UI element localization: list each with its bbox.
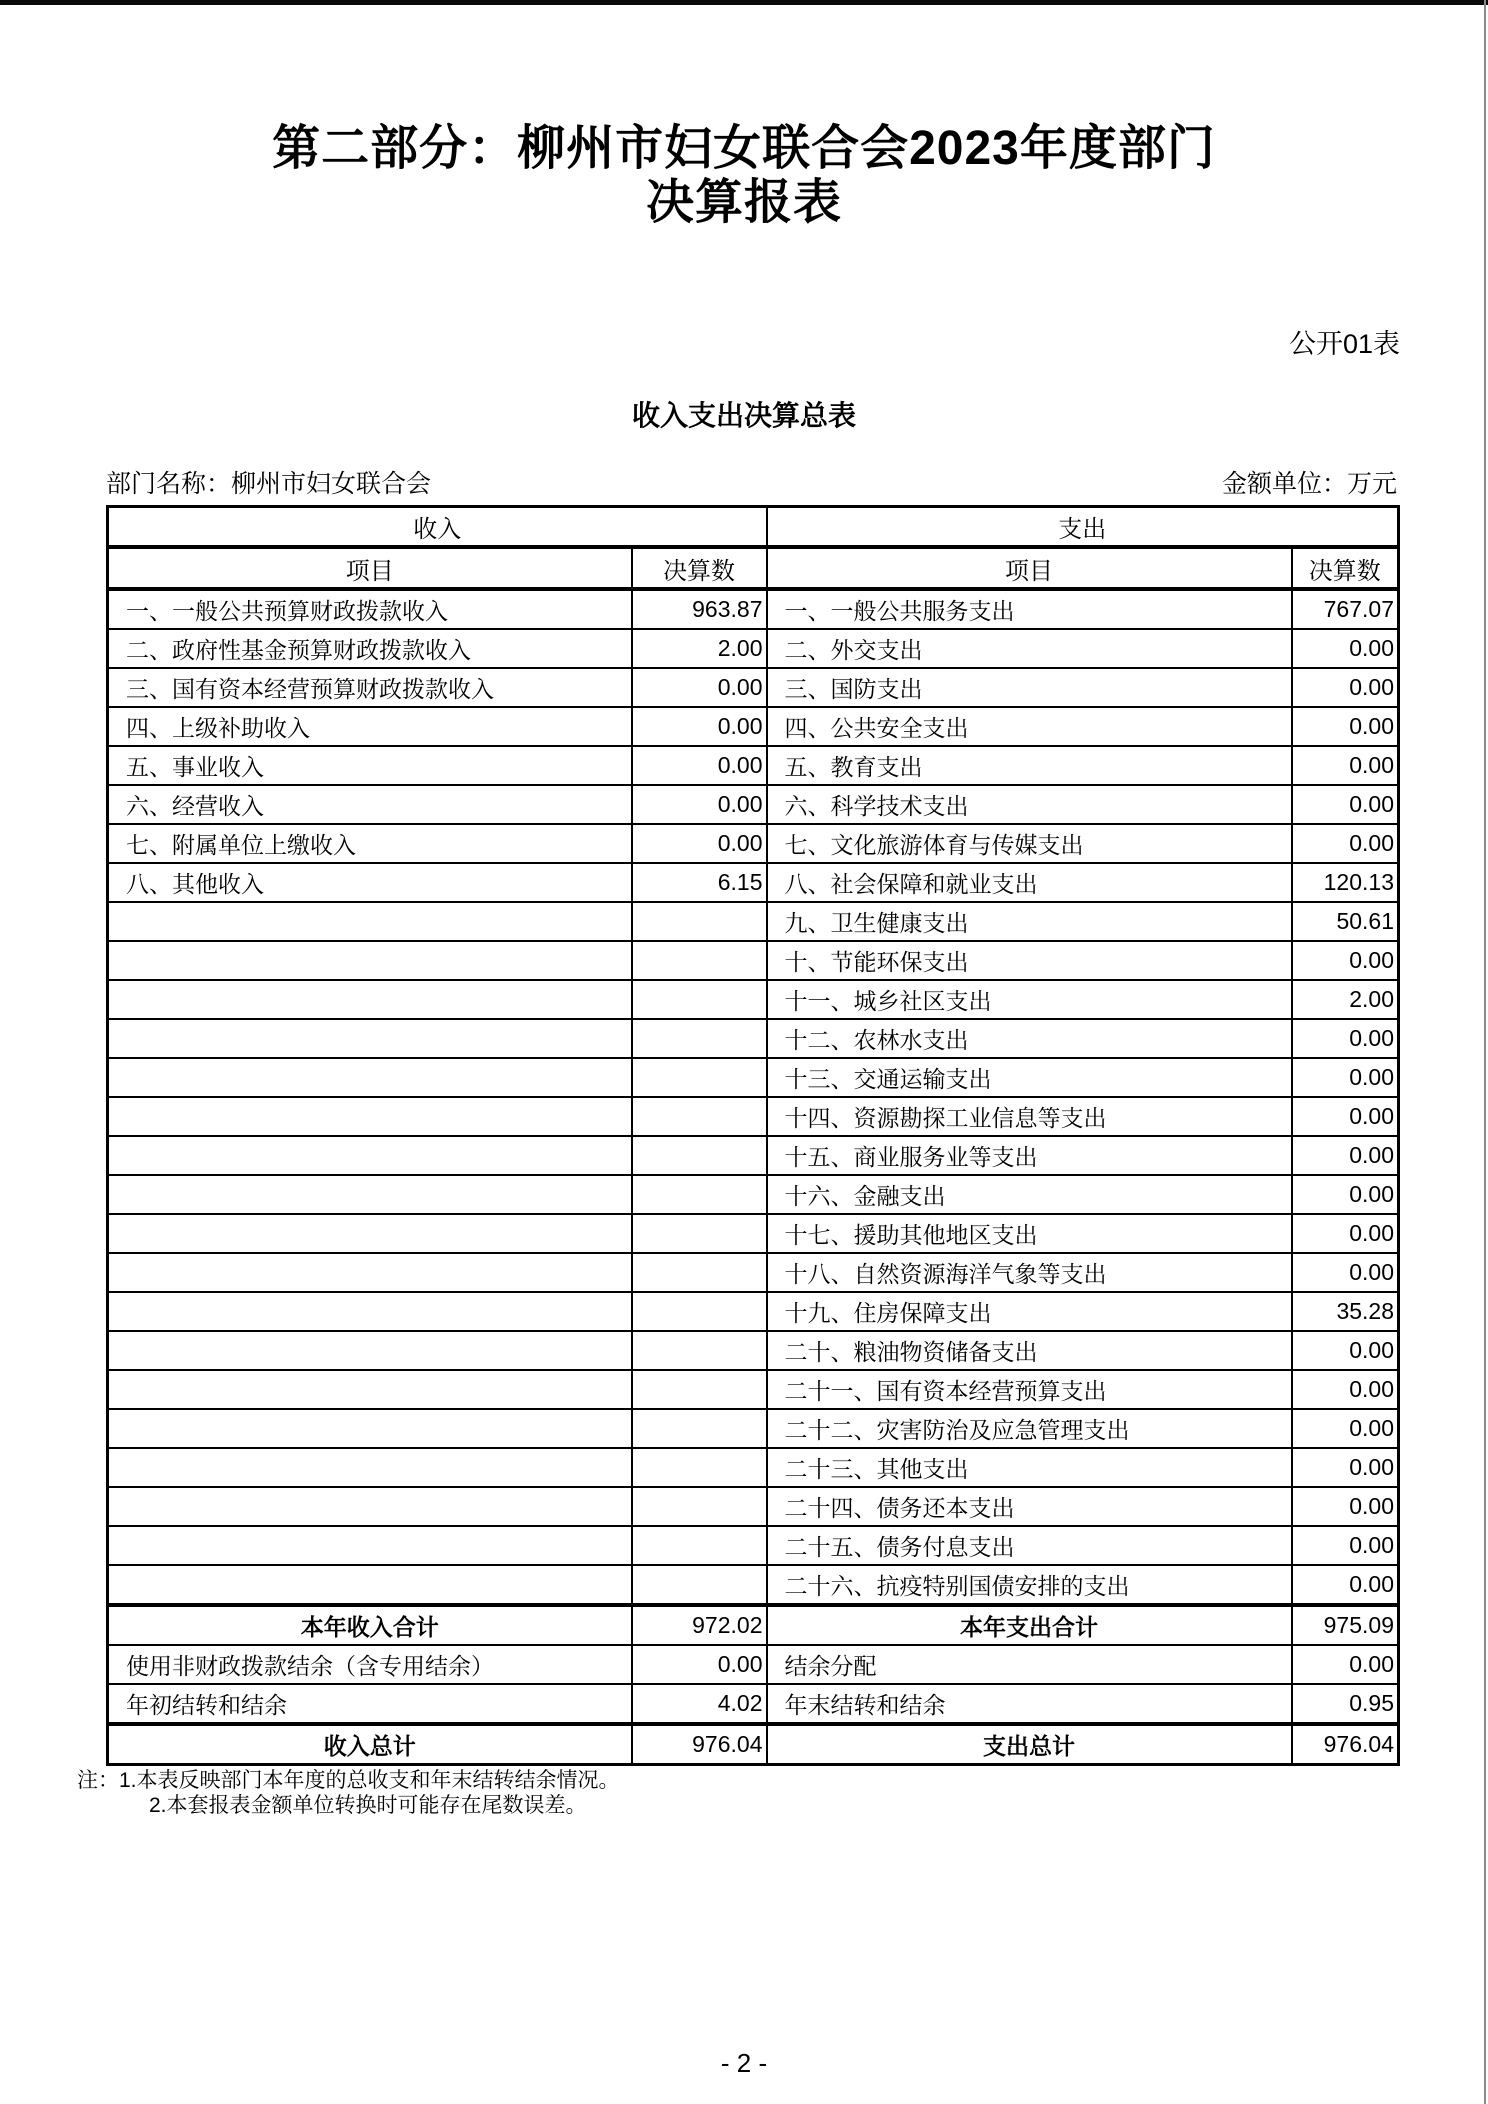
expense-value-cell: 0.00 [1292,1253,1399,1292]
income-item-column-header: 项目 [108,547,632,589]
table-row [108,1214,1399,1253]
budget-final-accounts-table [106,505,1400,1766]
income-item-cell [108,902,632,941]
summary-row [108,1724,1399,1765]
expense-item-cell: 十二、农林水支出 [767,1019,1292,1058]
income-item-cell: 二、政府性基金预算财政拨款收入 [108,629,632,668]
income-item-cell [108,1448,632,1487]
expense-item-cell: 支出总计 [767,1724,1292,1765]
income-section-header: 收入 [108,507,767,548]
expense-value-cell: 0.00 [1292,1019,1399,1058]
income-item-cell: 一、一般公共预算财政拨款收入 [108,589,632,629]
table-row [108,707,1399,746]
income-value-cell [632,1214,767,1253]
expense-value-cell: 120.13 [1292,863,1399,902]
income-value-cell [632,1058,767,1097]
table-row [108,1487,1399,1526]
income-item-cell [108,1136,632,1175]
expense-value-cell: 976.04 [1292,1724,1399,1765]
expense-section-header: 支出 [767,507,1399,548]
table-title: 收入支出决算总表 [631,400,856,431]
expense-item-cell: 六、科学技术支出 [767,785,1292,824]
income-item-cell [108,980,632,1019]
summary-row [108,1684,1399,1724]
expense-value-cell: 767.07 [1292,589,1399,629]
document-title-line1: 第二部分：柳州市妇女联合会2023年度部门 [272,122,1216,175]
income-value-cell [632,941,767,980]
expense-item-cell: 二十一、国有资本经营预算支出 [767,1370,1292,1409]
table-body [108,589,1399,1765]
table-row [108,668,1399,707]
income-value-cell: 6.15 [632,863,767,902]
income-value-cell [632,1370,767,1409]
expense-item-cell: 年末结转和结余 [767,1684,1292,1724]
expense-value-cell: 2.00 [1292,980,1399,1019]
income-item-cell [108,1097,632,1136]
table-row [108,1175,1399,1214]
expense-item-cell: 二、外交支出 [767,629,1292,668]
income-value-cell [632,902,767,941]
income-value-cell: 976.04 [632,1724,767,1765]
income-item-cell: 三、国有资本经营预算财政拨款收入 [108,668,632,707]
expense-value-cell: 0.00 [1292,941,1399,980]
expense-value-cell: 0.00 [1292,1175,1399,1214]
expense-item-cell: 二十二、灾害防治及应急管理支出 [767,1409,1292,1448]
table-row [108,1097,1399,1136]
table-row [108,589,1399,629]
income-item-cell [108,941,632,980]
income-value-cell [632,1136,767,1175]
table-row [108,1058,1399,1097]
expense-value-cell: 0.00 [1292,1565,1399,1605]
income-item-cell: 七、附属单位上缴收入 [108,824,632,863]
table-row [108,1019,1399,1058]
expense-item-cell: 十九、住房保障支出 [767,1292,1292,1331]
income-item-cell: 收入总计 [108,1724,632,1765]
top-edge-bar [0,0,1488,5]
income-item-cell [108,1409,632,1448]
income-value-cell: 0.00 [632,1645,767,1684]
income-value-cell [632,1292,767,1331]
income-value-cell [632,1526,767,1565]
expense-item-cell: 十八、自然资源海洋气象等支出 [767,1253,1292,1292]
income-amount-column-header: 决算数 [632,547,767,589]
income-item-cell [108,1370,632,1409]
expense-value-cell: 0.00 [1292,1214,1399,1253]
income-value-cell [632,1019,767,1058]
expense-item-cell: 二十五、债务付息支出 [767,1526,1292,1565]
expense-value-cell: 0.00 [1292,824,1399,863]
expense-item-cell: 本年支出合计 [767,1605,1292,1645]
income-value-cell: 972.02 [632,1605,767,1645]
expense-value-cell: 0.00 [1292,1487,1399,1526]
expense-value-cell: 0.00 [1292,1058,1399,1097]
income-value-cell: 0.00 [632,785,767,824]
expense-value-cell: 0.00 [1292,1448,1399,1487]
income-value-cell: 963.87 [632,589,767,629]
page-number: - 2 - [720,2048,768,2078]
expense-item-cell: 十、节能环保支出 [767,941,1292,980]
form-tag: 公开01表 [1288,329,1400,359]
table-row [108,1526,1399,1565]
income-item-cell [108,1058,632,1097]
expense-item-cell: 结余分配 [767,1645,1292,1684]
income-value-cell: 2.00 [632,629,767,668]
table-row [108,824,1399,863]
expense-item-cell: 十三、交通运输支出 [767,1058,1292,1097]
expense-item-cell: 二十三、其他支出 [767,1448,1292,1487]
table-row [108,980,1399,1019]
section-header-row [108,507,1399,548]
expense-item-cell: 三、国防支出 [767,668,1292,707]
table-row [108,1409,1399,1448]
expense-value-cell: 975.09 [1292,1605,1399,1645]
income-item-cell: 五、事业收入 [108,746,632,785]
expense-value-cell: 35.28 [1292,1292,1399,1331]
amount-unit-label: 金额单位：万元 [1221,470,1397,498]
income-value-cell: 0.00 [632,824,767,863]
expense-value-cell: 0.00 [1292,629,1399,668]
income-value-cell [632,980,767,1019]
expense-value-cell: 0.00 [1292,1526,1399,1565]
expense-item-cell: 五、教育支出 [767,746,1292,785]
expense-value-cell: 0.00 [1292,668,1399,707]
income-item-cell [108,1175,632,1214]
table-meta-line [106,464,1397,498]
department-name-label: 部门名称：柳州市妇女联合会 [106,470,432,498]
income-value-cell [632,1331,767,1370]
income-item-cell: 八、其他收入 [108,863,632,902]
expense-value-cell: 0.00 [1292,1645,1399,1684]
expense-value-cell: 0.95 [1292,1684,1399,1724]
expense-value-cell: 0.00 [1292,785,1399,824]
expense-item-cell: 十七、援助其他地区支出 [767,1214,1292,1253]
expense-amount-column-header: 决算数 [1292,547,1399,589]
table-row [108,1448,1399,1487]
income-value-cell: 0.00 [632,746,767,785]
table-notes [77,1768,1277,1818]
table-row [108,1253,1399,1292]
income-item-cell [108,1292,632,1331]
income-item-cell [108,1487,632,1526]
expense-item-cell: 二十四、债务还本支出 [767,1487,1292,1526]
income-item-cell [108,1253,632,1292]
expense-value-cell: 0.00 [1292,1409,1399,1448]
expense-item-cell: 十五、商业服务业等支出 [767,1136,1292,1175]
income-item-cell [108,1214,632,1253]
expense-item-cell: 一、一般公共服务支出 [767,589,1292,629]
income-value-cell [632,1097,767,1136]
income-value-cell [632,1253,767,1292]
expense-item-cell: 十四、资源勘探工业信息等支出 [767,1097,1292,1136]
note-line-1: 注：1.本表反映部门本年度的总收支和年末结转结余情况。 [77,1769,620,1792]
income-value-cell [632,1448,767,1487]
income-item-cell: 年初结转和结余 [108,1684,632,1724]
income-item-cell: 使用非财政拨款结余（含专用结余） [108,1645,632,1684]
expense-value-cell: 0.00 [1292,1370,1399,1409]
income-item-cell: 四、上级补助收入 [108,707,632,746]
table-row [108,1331,1399,1370]
table-row [108,746,1399,785]
note-line-2: 2.本套报表金额单位转换时可能存在尾数误差。 [149,1794,587,1817]
expense-item-cell: 八、社会保障和就业支出 [767,863,1292,902]
table-row [108,785,1399,824]
expense-item-cell: 九、卫生健康支出 [767,902,1292,941]
expense-item-cell: 二十六、抗疫特别国债安排的支出 [767,1565,1292,1605]
table-row [108,1136,1399,1175]
table-row [108,629,1399,668]
page-right-edge-line [1484,0,1486,2104]
expense-value-cell: 0.00 [1292,746,1399,785]
summary-row [108,1645,1399,1684]
document-title-line2: 决算报表 [645,176,842,229]
expense-item-cell: 十六、金融支出 [767,1175,1292,1214]
income-value-cell [632,1409,767,1448]
table-row [108,863,1399,902]
income-value-cell: 0.00 [632,707,767,746]
table-row [108,941,1399,980]
summary-row [108,1605,1399,1645]
table-row [108,902,1399,941]
income-value-cell: 4.02 [632,1684,767,1724]
expense-item-cell: 七、文化旅游体育与传媒支出 [767,824,1292,863]
income-item-cell [108,1331,632,1370]
income-item-cell: 本年收入合计 [108,1605,632,1645]
expense-value-cell: 0.00 [1292,1136,1399,1175]
expense-value-cell: 0.00 [1292,1331,1399,1370]
income-value-cell: 0.00 [632,668,767,707]
expense-item-cell: 二十、粮油物资储备支出 [767,1331,1292,1370]
expense-item-cell: 四、公共安全支出 [767,707,1292,746]
income-value-cell [632,1487,767,1526]
table-row [108,1370,1399,1409]
table-row [108,1292,1399,1331]
income-value-cell [632,1565,767,1605]
document-title [0,122,1488,230]
income-item-cell [108,1565,632,1605]
table-row [108,1565,1399,1605]
income-value-cell [632,1175,767,1214]
income-item-cell [108,1019,632,1058]
expense-value-cell: 0.00 [1292,707,1399,746]
expense-value-cell: 50.61 [1292,902,1399,941]
income-item-cell: 六、经营收入 [108,785,632,824]
expense-item-column-header: 项目 [767,547,1292,589]
expense-value-cell: 0.00 [1292,1097,1399,1136]
expense-item-cell: 十一、城乡社区支出 [767,980,1292,1019]
column-header-row [108,547,1399,589]
income-item-cell [108,1526,632,1565]
